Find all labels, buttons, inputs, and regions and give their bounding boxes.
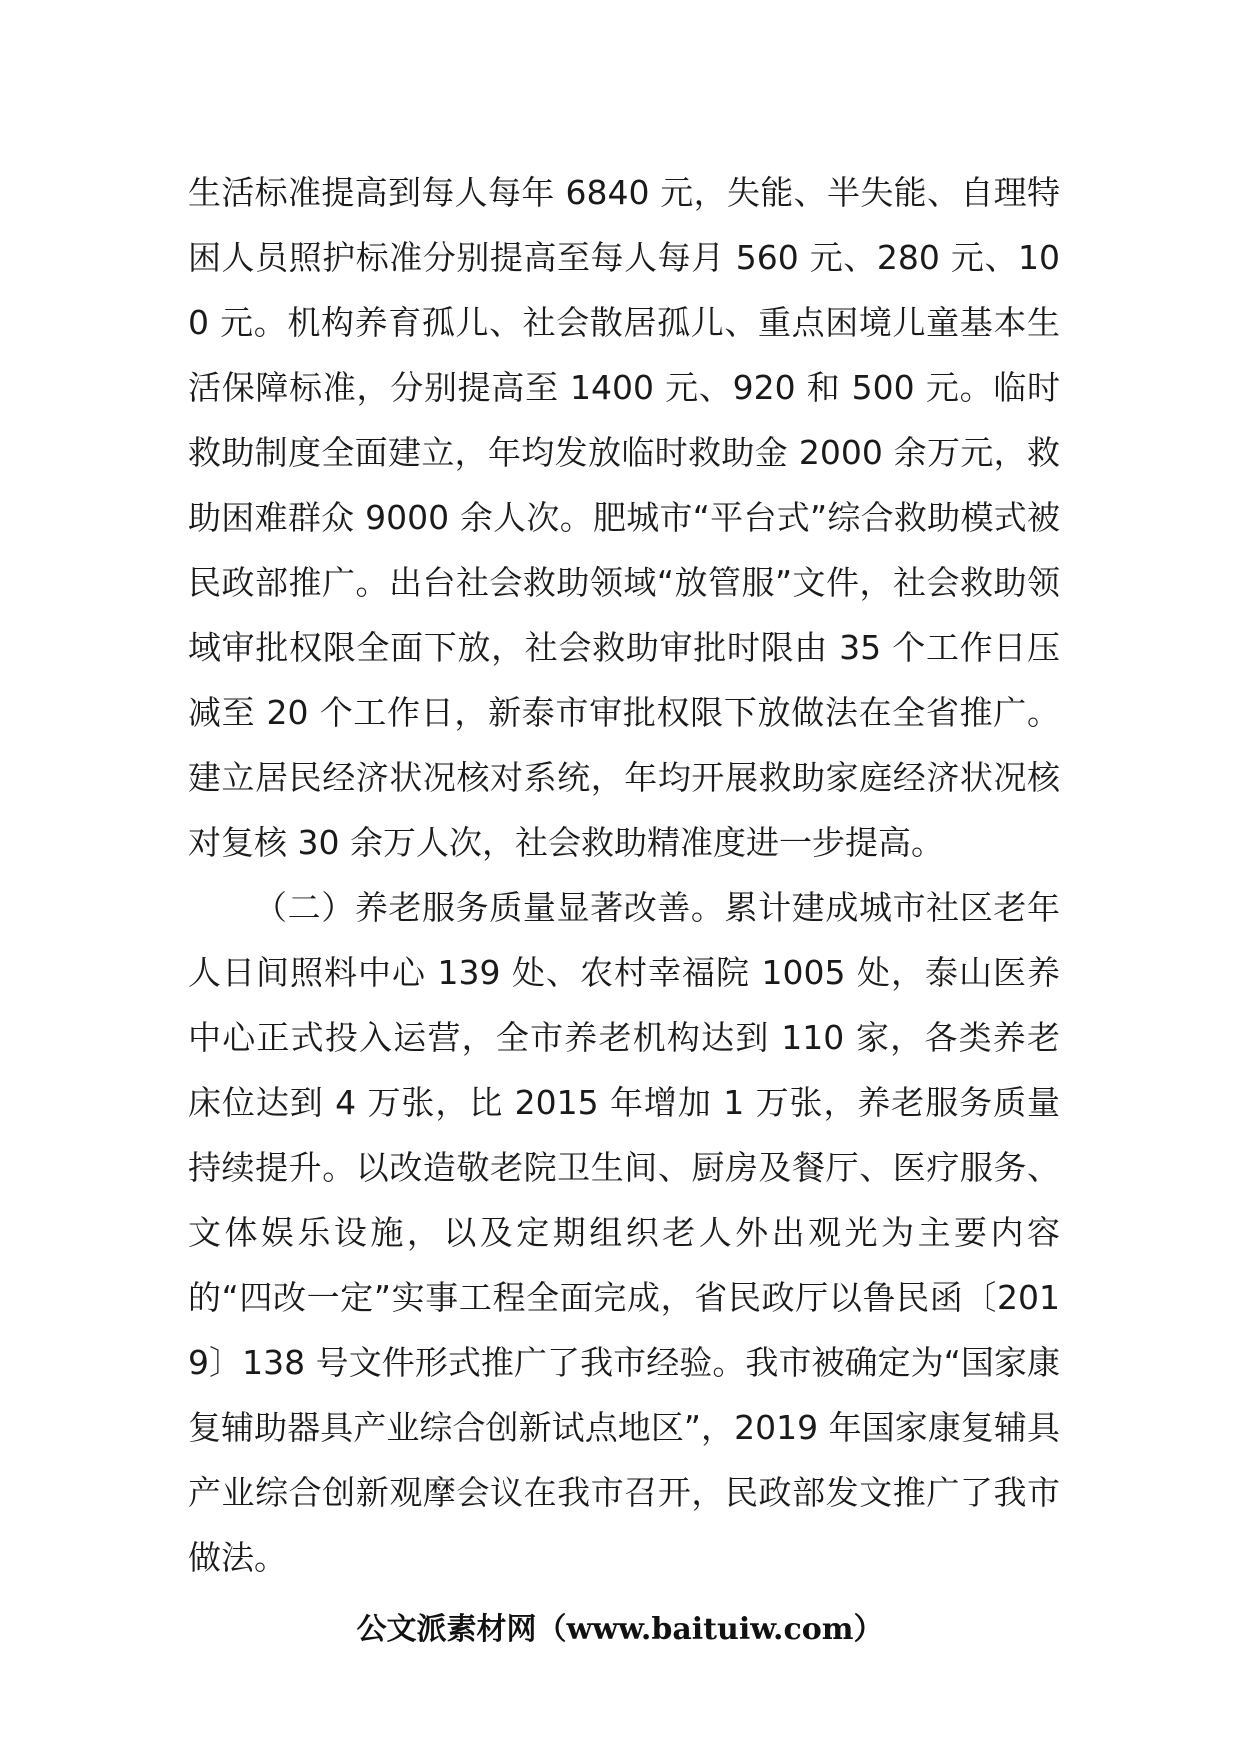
paragraph-social-assistance: 生活标准提高到每人每年 6840 元，失能、半失能、自理特困人员照护标准分别提高至每人每月 560 元、280 元、100 元。机构养育孤儿、社会散居孤儿、重点困境儿童基本生活保障标准，分别提高至 1400 元、920 和 500 元。临时救助制度全面建立，年均发放临时救助金 2000 余万元，救助困难群众 9000 余人次。肥城市“平台式”综合救助模式被民政部推广。出台社会救助领域“放管服”文件，社会救助领域审批权限全面下放，社会救助审批时限由 35 个工作日压减至 20 个工作日，新泰市审批权限下放做法在全省推广。建立居民经济状况核对系统，年均开展救助家庭经济状况核对复核 30 余万人次，社会救助精准度进一步提高。 — [188, 173, 1060, 862]
paragraph-elderly-care: （二）养老服务质量显著改善。累计建成城市社区老年人日间照料中心 139 处、农村幸福院 1005 处，泰山医养中心正式投入运营，全市养老机构达到 110 家，各类养老床位达到 4 万张，比 2015 年增加 1 万张，养老服务质量持续提升。以改造敬老院卫生间、厨房及餐厅、医疗服务、文体娱乐设施，以及定期组织老人外出观光为主要内容的“四改一定”实事工程全面完成，省民政厅以鲁民函〔2019〕138 号文件形式推广了我市经验。我市被确定为“国家康复辅助器具产业综合创新试点地区”，2019 年国家康复辅具产业综合创新观摩会议在我市召开，民政部发文推广了我市做法。 — [188, 888, 1060, 1577]
document-body — [188, 160, 1060, 1590]
footer-watermark: 公文派素材网（www.baituiw.com） — [356, 1612, 884, 1647]
